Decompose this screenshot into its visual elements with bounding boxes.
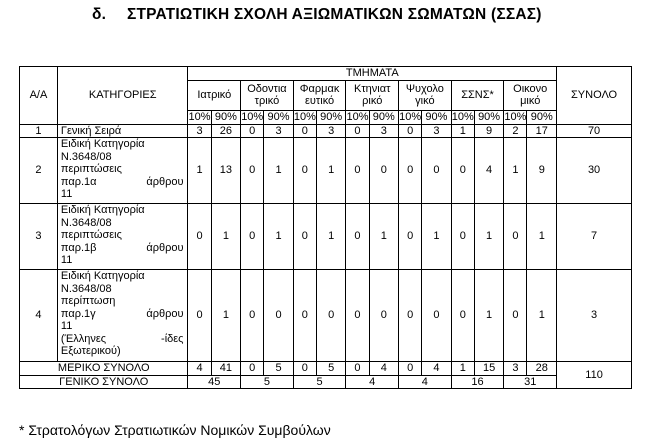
row-number: 3 (20, 204, 58, 270)
department-label-line: Φαρμακ (299, 82, 340, 95)
value-cell: 0 (293, 138, 316, 204)
category-line: περιπτώσεις (60, 163, 122, 175)
header-pct-90: 90% (264, 110, 293, 124)
value-cell: 0 (293, 270, 316, 362)
department-label-line: Οικονο (513, 82, 548, 95)
header-pct-10: 10% (451, 110, 474, 123)
value-cell: 0 (451, 138, 474, 204)
table-row (20, 124, 632, 138)
grand-total-row (20, 375, 632, 389)
partial-total-cell: 3 (504, 362, 527, 376)
row-number: 4 (20, 270, 58, 362)
value-cell: 0 (241, 124, 264, 138)
category-line: Εξωτερικού) (60, 345, 121, 357)
header-pct-10: 10% (241, 110, 264, 123)
header-department (346, 80, 399, 110)
row-total: 70 (557, 124, 632, 138)
category-word: άρθρου (146, 175, 184, 188)
header-department (293, 80, 346, 110)
row-total: 7 (557, 204, 632, 270)
header-pct-90: 90% (316, 110, 345, 124)
grand-total-cell: 16 (451, 375, 504, 389)
grand-total-cell: 4 (399, 375, 452, 389)
row-category (57, 138, 188, 204)
table-body (20, 67, 632, 389)
row-number: 1 (20, 124, 58, 138)
value-cell: 0 (188, 270, 211, 362)
value-cell: 0 (451, 270, 474, 362)
partial-total-cell: 4 (188, 362, 211, 376)
category-line: 11 (60, 320, 73, 332)
value-cell: 1 (316, 204, 345, 270)
value-cell: 1 (211, 270, 240, 362)
header-pct-10: 10% (346, 110, 369, 123)
value-cell: 26 (211, 124, 240, 138)
value-cell: 1 (451, 124, 474, 138)
admissions-table (19, 66, 632, 389)
header-categories: ΚΑΤΗΓΟΡΙΕΣ (57, 67, 188, 125)
category-line: 11 (60, 188, 73, 200)
category-line: Γενική Σειρά (60, 124, 122, 137)
value-cell: 0 (399, 124, 422, 138)
value-cell: 0 (241, 204, 264, 270)
value-cell: 0 (346, 270, 369, 362)
value-cell: 13 (211, 138, 240, 204)
footnote: * Στρατολόγων Στρατιωτικών Νομικών Συμβούλων (19, 422, 331, 438)
value-cell: 3 (188, 124, 211, 138)
header-pct-90: 90% (369, 110, 398, 124)
table-row (20, 204, 632, 270)
table-row (20, 138, 632, 204)
category-line: Ν.3648/08 (60, 282, 112, 295)
value-cell: 1 (188, 138, 211, 204)
value-cell: 0 (451, 204, 474, 270)
row-total: 30 (557, 138, 632, 204)
value-cell: 1 (316, 138, 345, 204)
value-cell: 0 (293, 204, 316, 270)
header-pct-90: 90% (211, 110, 240, 124)
row-category (57, 270, 188, 362)
category-word: (Έλληνες (60, 332, 107, 345)
value-cell: 0 (399, 138, 422, 204)
header-pct-10: 10% (504, 110, 527, 123)
partial-total-cell: 28 (527, 362, 557, 376)
department-label-line: Ιατρικό (197, 88, 232, 101)
value-cell: 0 (504, 204, 527, 270)
partial-total-cell: 5 (264, 362, 293, 376)
partial-total-cell: 1 (451, 362, 474, 376)
value-cell: 9 (474, 124, 503, 138)
grand-total-cell: 45 (188, 375, 241, 389)
category-line: Ν.3648/08 (60, 150, 112, 163)
header-department (188, 80, 241, 110)
partial-total-row (20, 362, 632, 376)
category-line: περίπτωση (60, 295, 116, 307)
partial-total-cell: 41 (211, 362, 240, 376)
partial-total-cell: 0 (241, 362, 264, 376)
category-line (61, 242, 188, 255)
grand-total-label: ΓΕΝΙΚΟ ΣΥΝΟΛΟ (20, 375, 188, 389)
row-total: 3 (557, 270, 632, 362)
value-cell: 3 (422, 124, 451, 138)
department-label-line: τρικό (254, 95, 280, 107)
category-line: 11 (60, 254, 73, 266)
value-cell: 0 (241, 138, 264, 204)
header-pct-90: 90% (422, 110, 451, 124)
value-cell: 1 (264, 138, 293, 204)
value-cell: 0 (241, 270, 264, 362)
category-word: παρ.1β (60, 241, 97, 254)
header-pct-10: 10% (188, 110, 211, 123)
value-cell: 1 (211, 204, 240, 270)
value-cell: 3 (264, 124, 293, 138)
category-word: -ίδες (161, 332, 184, 345)
value-cell: 1 (504, 138, 527, 204)
department-label-line: μικό (520, 95, 541, 107)
category-word: παρ.1γ (60, 307, 96, 320)
row-category (57, 124, 188, 138)
partial-total-cell: 0 (399, 362, 422, 376)
table-row (20, 270, 632, 362)
department-label-line: Κτηνιατ (354, 82, 391, 95)
header-department (451, 80, 504, 110)
partial-total-cell: 5 (316, 362, 345, 376)
value-cell: 0 (422, 138, 451, 204)
partial-total-label: ΜΕΡΙΚΟ ΣΥΝΟΛΟ (20, 362, 188, 376)
partial-total-cell: 0 (293, 362, 316, 376)
category-line: Ν.3648/08 (60, 216, 112, 229)
header-pct-90: 90% (474, 110, 503, 124)
department-label-line: Οδοντια (247, 82, 287, 95)
department-label-line: ευτικό (304, 95, 335, 107)
grand-total-cell: 5 (293, 375, 346, 389)
value-cell: 0 (346, 204, 369, 270)
value-cell: 1 (369, 204, 398, 270)
value-cell: 0 (369, 270, 398, 362)
value-cell: 1 (474, 204, 503, 270)
category-line (61, 333, 188, 346)
department-label-line: ρικό (362, 95, 383, 107)
department-label-line: γικό (415, 95, 435, 107)
section-title: ΣΤΡΑΤΙΩΤΙΚΗ ΣΧΟΛΗ ΑΞΙΩΜΑΤΙΚΩΝ ΣΩΜΑΤΩΝ (ΣΣΑΣ) (127, 6, 542, 23)
grand-total-cell: 31 (504, 375, 557, 389)
value-cell: 1 (422, 204, 451, 270)
partial-total-cell: 15 (474, 362, 503, 376)
value-cell: 0 (399, 204, 422, 270)
value-cell: 0 (264, 270, 293, 362)
header-departments: ΤΜΗΜΑΤΑ (188, 67, 557, 81)
partial-total-cell: 4 (369, 362, 398, 376)
value-cell: 17 (527, 124, 557, 138)
value-cell: 1 (527, 270, 557, 362)
partial-total-cell: 4 (422, 362, 451, 376)
category-line: Ειδική Κατηγορία (60, 270, 145, 282)
header-pct-90: 90% (527, 110, 557, 124)
row-number: 2 (20, 138, 58, 204)
value-cell: 3 (316, 124, 345, 138)
department-label-line: Ψυχολο (405, 82, 444, 95)
value-cell: 3 (369, 124, 398, 138)
category-line: Ειδική Κατηγορία (60, 138, 145, 150)
value-cell: 4 (474, 138, 503, 204)
category-line (61, 176, 188, 189)
category-word: άρθρου (146, 241, 184, 254)
category-word: παρ.1α (60, 175, 97, 188)
section-number: δ. (92, 6, 107, 23)
category-word: άρθρου (146, 307, 184, 320)
value-cell: 1 (527, 204, 557, 270)
header-department (241, 80, 294, 110)
header-pct-10: 10% (399, 110, 422, 123)
value-cell: 1 (264, 204, 293, 270)
header-department (504, 80, 557, 110)
value-cell: 1 (474, 270, 503, 362)
value-cell: 0 (188, 204, 211, 270)
value-cell: 9 (527, 138, 557, 204)
category-line: περιπτώσεις (60, 229, 122, 241)
value-cell: 2 (504, 124, 527, 138)
value-cell: 0 (504, 270, 527, 362)
grand-total-cell: 5 (241, 375, 294, 389)
header-total: ΣΥΝΟΛΟ (557, 67, 632, 125)
value-cell: 0 (346, 124, 369, 138)
value-cell: 0 (293, 124, 316, 138)
overall-total: 110 (557, 362, 632, 389)
header-aa: Α/Α (20, 67, 58, 125)
value-cell: 0 (422, 270, 451, 362)
value-cell: 0 (346, 138, 369, 204)
header-pct-10: 10% (293, 110, 316, 123)
header-department (399, 80, 452, 110)
value-cell: 0 (316, 270, 345, 362)
category-line (61, 308, 188, 321)
row-category (57, 204, 188, 270)
value-cell: 0 (369, 138, 398, 204)
value-cell: 0 (399, 270, 422, 362)
partial-total-cell: 0 (346, 362, 369, 376)
department-label-line: ΣΣΝΣ* (461, 88, 494, 101)
grand-total-cell: 4 (346, 375, 399, 389)
category-line: Ειδική Κατηγορία (60, 204, 145, 216)
